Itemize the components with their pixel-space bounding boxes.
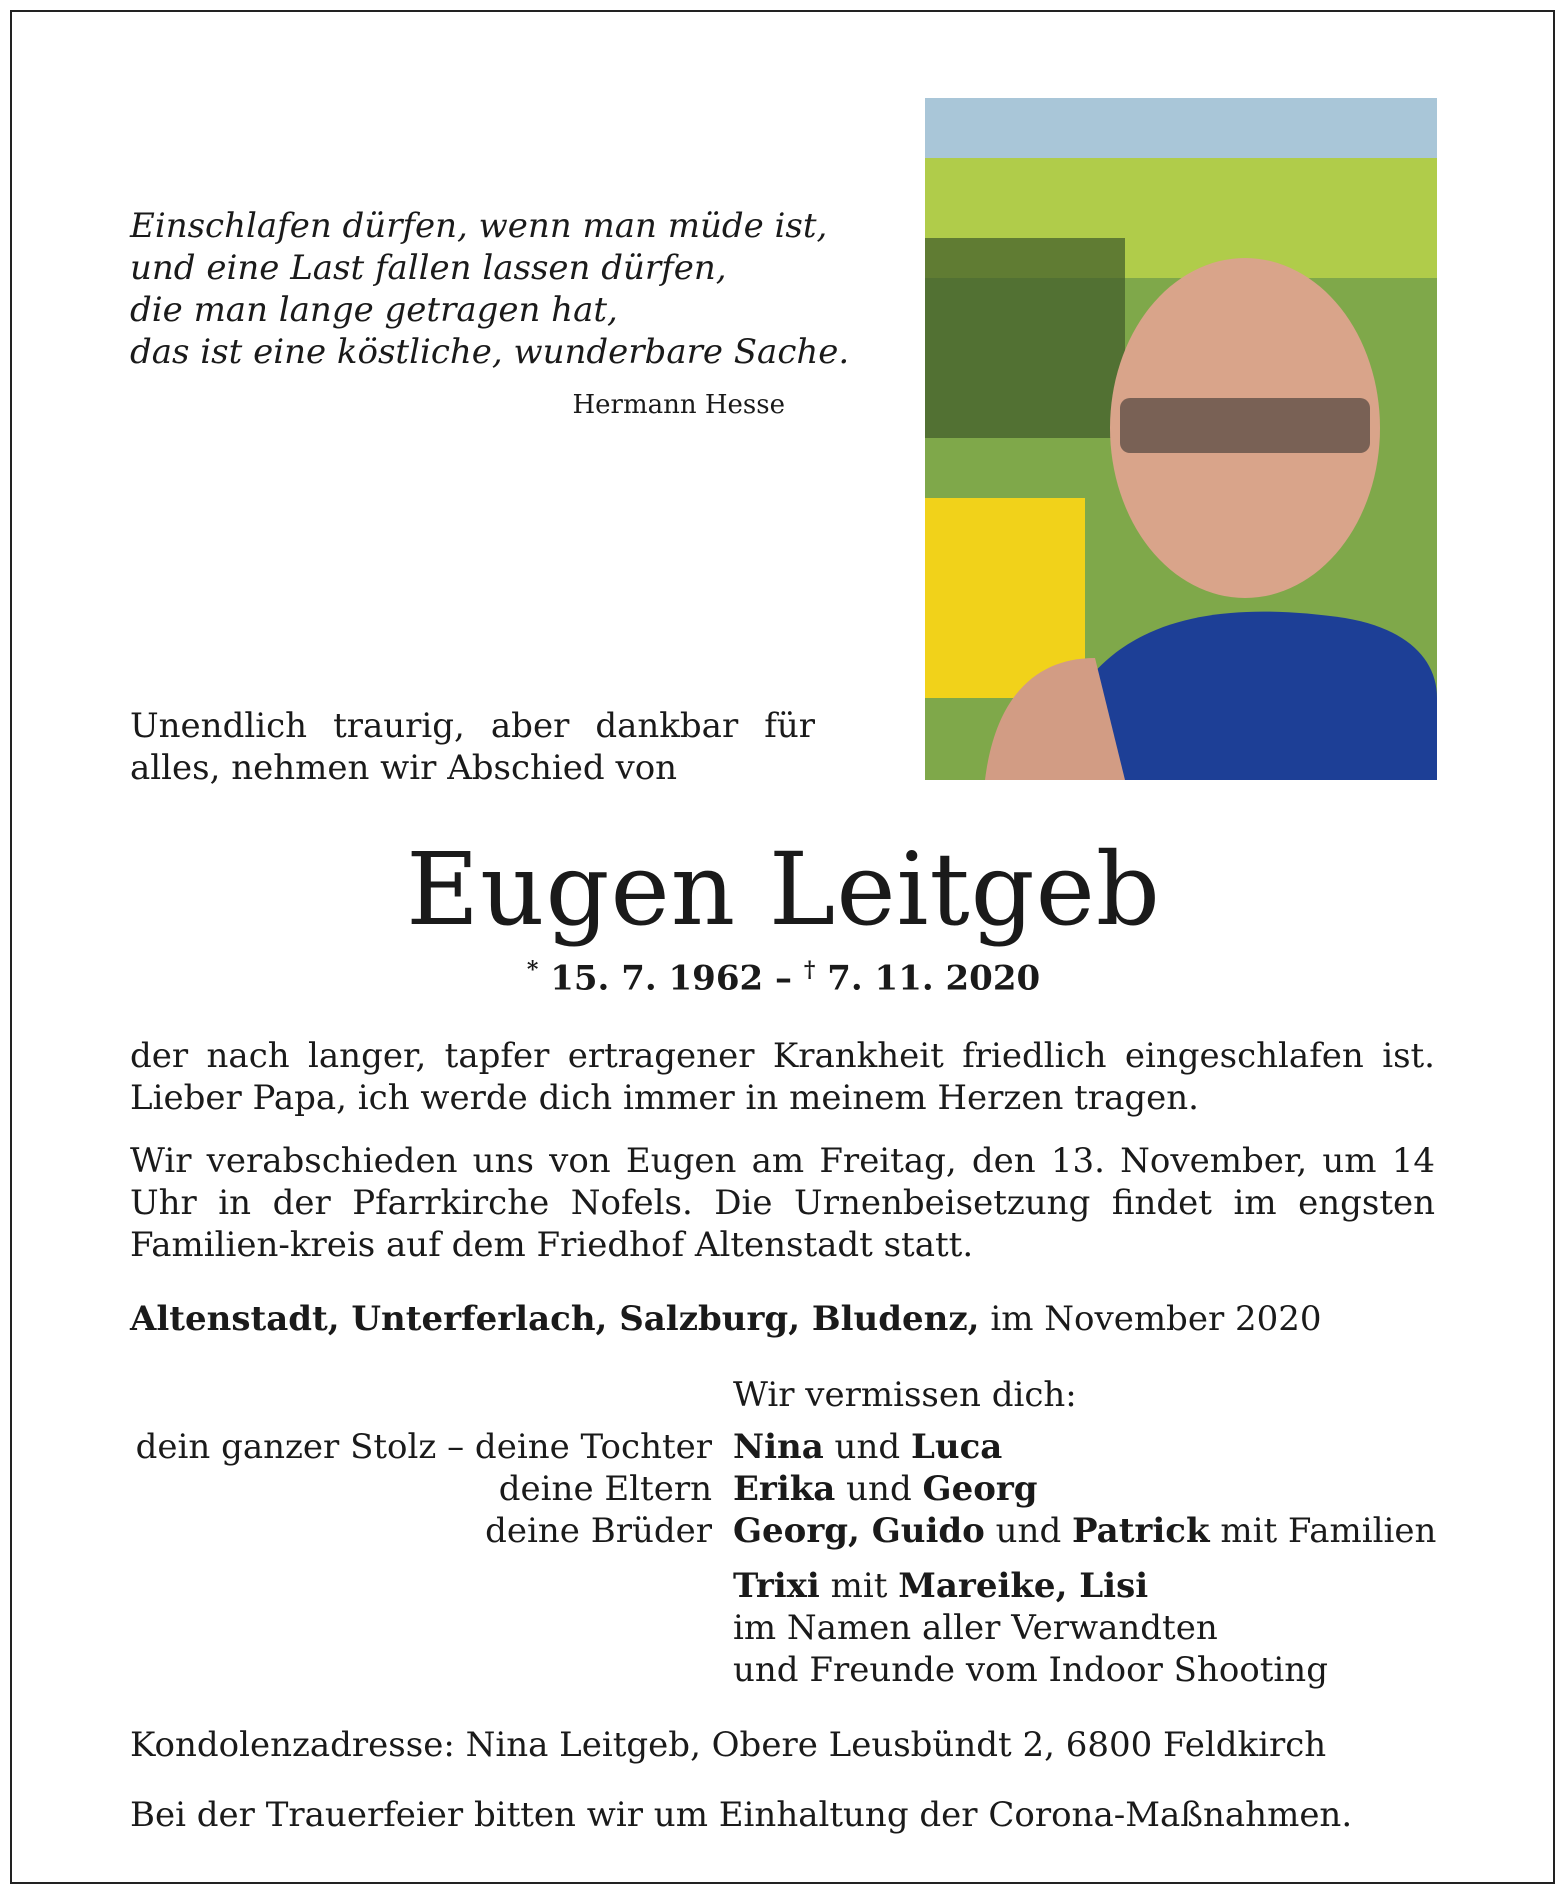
mourner-name: Georg	[922, 1469, 1038, 1509]
birth-symbol: *	[526, 957, 539, 983]
other-mourners-line: im Namen aller Verwandten	[733, 1608, 1218, 1648]
quote-author: Hermann Hesse	[572, 390, 785, 420]
birth-date: 15. 7. 1962	[550, 958, 764, 999]
mourner-relation: deine Eltern	[498, 1469, 712, 1509]
death-date: 7. 11. 2020	[827, 958, 1041, 999]
mourner-name: Georg, Guido	[733, 1511, 985, 1551]
mourner-relation: dein ganzer Stolz – deine Tochter	[135, 1427, 712, 1467]
connector-text: und	[984, 1511, 1073, 1551]
condolence-address: Kondolenzadresse: Nina Leitgeb, Obere Leusbündt 2, 6800 Feldkirch	[130, 1725, 1327, 1765]
mourner-name: Nina	[733, 1427, 824, 1467]
mourner-name: Patrick	[1072, 1511, 1210, 1551]
date-dash: –	[775, 958, 792, 999]
places: Altenstadt, Unterferlach, Salzburg, Bludenz,	[130, 1299, 980, 1339]
mourner-names	[733, 1426, 1453, 1468]
mourner-name: Mareike, Lisi	[898, 1566, 1149, 1606]
connector-text: und	[835, 1469, 923, 1509]
mourner-name: Erika	[733, 1469, 836, 1509]
mourner-names	[733, 1510, 1453, 1552]
death-symbol: †	[803, 957, 816, 983]
life-dates	[0, 957, 1567, 998]
paragraph: der nach langer, tapfer ertragener Krankheit friedlich eingeschlafen ist. Lieber Papa, ich werde dich immer in meinem Herzen tragen.	[130, 1036, 1435, 1118]
quote-line: Einschlafen dürfen, wenn man müde ist,	[130, 206, 828, 246]
connector-text: und	[823, 1427, 911, 1467]
connector-text: mit Familien	[1209, 1511, 1437, 1551]
paragraph: Wir verabschieden uns von Eugen am Freitag, den 13. November, um 14 Uhr in der Pfarrkirche Nofels. Die Urnenbeisetzung findet im engsten Familien-kreis auf dem Friedhof Altenstadt statt.	[130, 1141, 1435, 1265]
mourner-name: Luca	[910, 1427, 1003, 1467]
mourner-names	[733, 1468, 1453, 1510]
mourner-relation: deine Brüder	[485, 1511, 712, 1551]
portrait-photo	[925, 98, 1437, 780]
mourner-name: Trixi	[733, 1566, 820, 1606]
other-mourners-line: und Freunde vom Indoor Shooting	[733, 1650, 1328, 1690]
connector-text: mit	[819, 1566, 899, 1606]
quote-line: und eine Last fallen lassen dürfen,	[130, 248, 727, 288]
corona-notice: Bei der Trauerfeier bitten wir um Einhaltung der Corona-Maßnahmen.	[130, 1795, 1353, 1835]
quote-line: die man lange getragen hat,	[130, 290, 618, 330]
other-mourners	[733, 1565, 1453, 1607]
deceased-name: Eugen Leitgeb	[406, 831, 1161, 948]
quote-line: das ist eine köstliche, wunderbare Sache.	[130, 332, 850, 372]
places-line	[130, 1298, 1322, 1340]
date-line: im November 2020	[990, 1299, 1322, 1339]
intro-text: Unendlich traurig, aber dankbar für alles, nehmen wir Abschied von	[130, 706, 815, 788]
quote	[130, 205, 850, 373]
mourners-heading: Wir vermissen dich:	[733, 1375, 1077, 1415]
